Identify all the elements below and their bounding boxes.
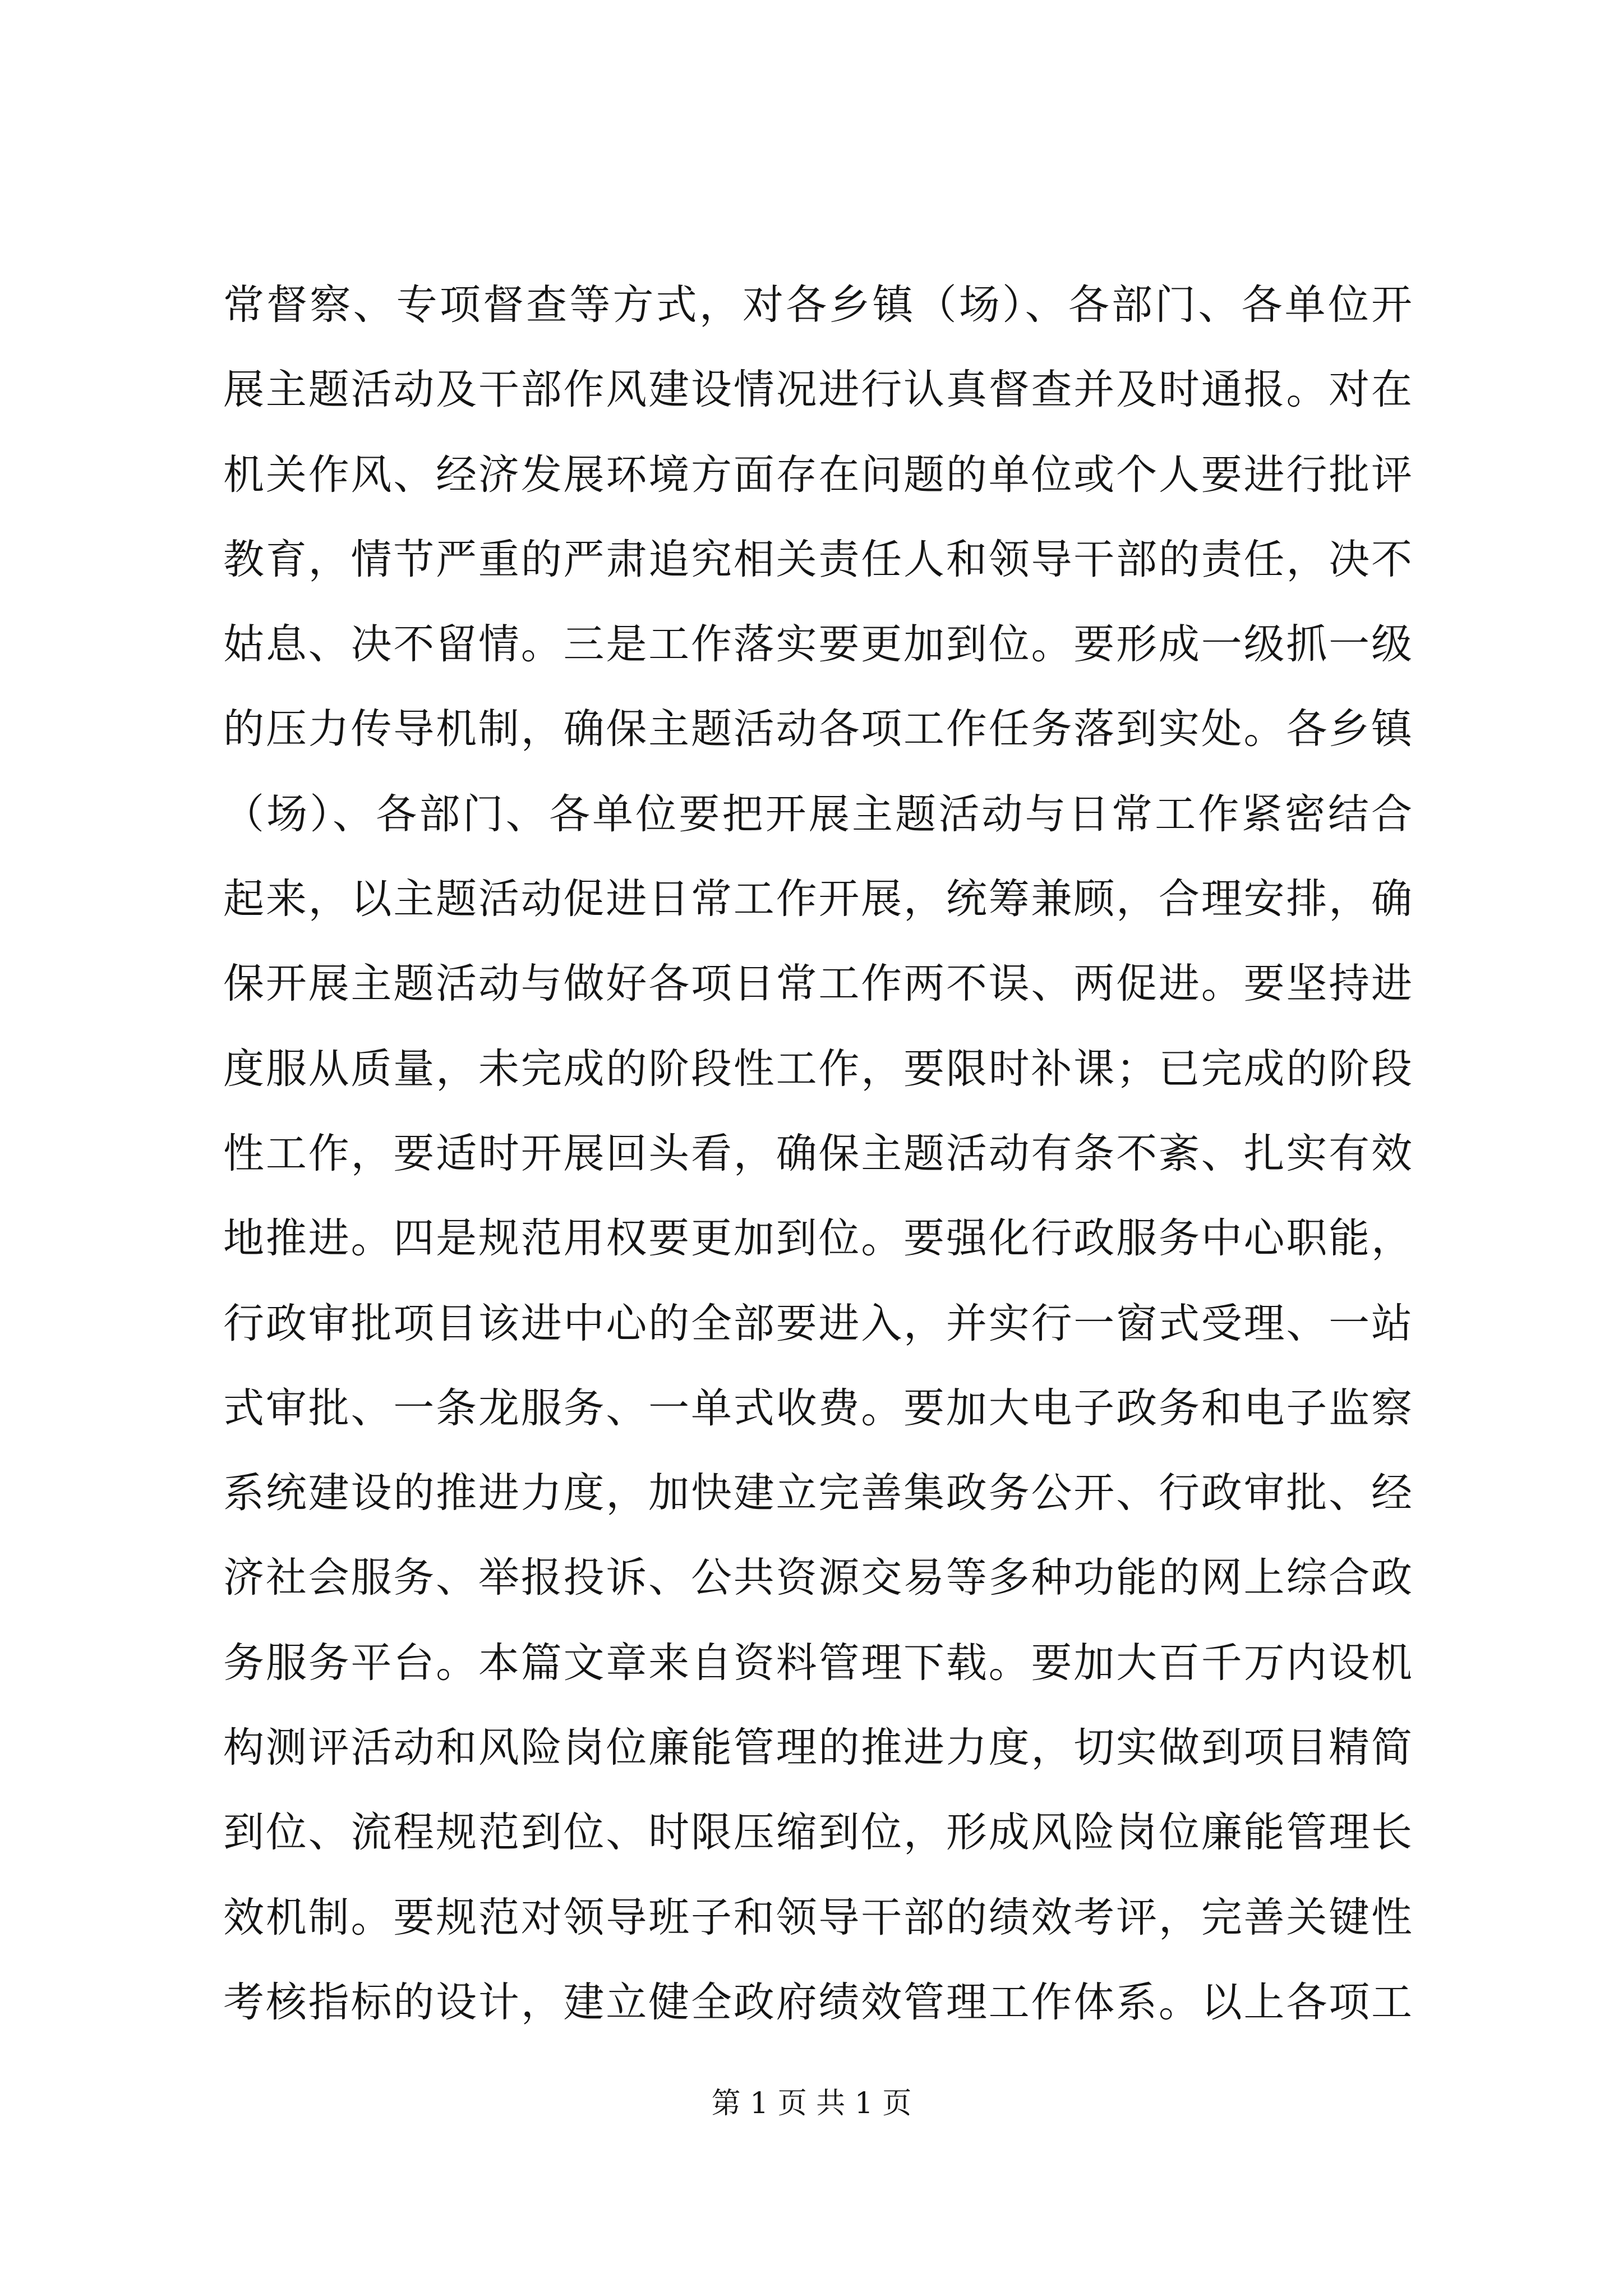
text-line: 展主题活动及干部作风建设情况进行认真督查并及时通报。对在	[223, 366, 1412, 414]
text-line: 常督察、专项督查等方式，对各乡镇（场）、各部门、各单位开	[223, 281, 1412, 329]
text-line: 式审批、一条龙服务、一单式收费。要加大电子政务和电子监察	[223, 1384, 1412, 1432]
text-line: 保开展主题活动与做好各项日常工作两不误、两促进。要坚持进	[223, 960, 1412, 1008]
text-line: 行政审批项目该进中心的全部要进入，并实行一窗式受理、一站	[223, 1299, 1412, 1347]
page-footer: 第 1 页 共 1 页	[711, 2087, 912, 2120]
document-body	[223, 263, 1412, 2045]
text-line: 起来，以主题活动促进日常工作开展，统筹兼顾，合理安排，确	[223, 875, 1412, 923]
text-line: 地推进。四是规范用权要更加到位。要强化行政服务中心职能，	[223, 1214, 1412, 1263]
text-line: 效机制。要规范对领导班子和领导干部的绩效考评，完善关键性	[223, 1893, 1412, 1941]
text-line: 机关作风、经济发展环境方面存在问题的单位或个人要进行批评	[223, 450, 1412, 499]
text-line: 度服从质量，未完成的阶段性工作，要限时补课；已完成的阶段	[223, 1045, 1412, 1093]
text-line: 性工作，要适时开展回头看，确保主题活动有条不紊、扎实有效	[223, 1129, 1412, 1177]
text-line: 务服务平台。本篇文章来自资料管理下载。要加大百千万内设机	[223, 1639, 1412, 1687]
text-line: 系统建设的推进力度，加快建立完善集政务公开、行政审批、经	[223, 1469, 1412, 1517]
text-line: 姑息、决不留情。三是工作落实要更加到位。要形成一级抓一级	[223, 620, 1412, 669]
text-line: 的压力传导机制，确保主题活动各项工作任务落到实处。各乡镇	[223, 705, 1412, 753]
text-line: （场）、各部门、各单位要把开展主题活动与日常工作紧密结合	[223, 790, 1412, 838]
text-line: 考核指标的设计，建立健全政府绩效管理工作体系。以上各项工	[223, 1978, 1412, 2026]
text-line: 到位、流程规范到位、时限压缩到位，形成风险岗位廉能管理长	[223, 1809, 1412, 1857]
text-line: 教育，情节严重的严肃追究相关责任人和领导干部的责任，决不	[223, 535, 1412, 583]
text-line: 济社会服务、举报投诉、公共资源交易等多种功能的网上综合政	[223, 1554, 1412, 1602]
text-line: 构测评活动和风险岗位廉能管理的推进力度，切实做到项目精简	[223, 1724, 1412, 1772]
